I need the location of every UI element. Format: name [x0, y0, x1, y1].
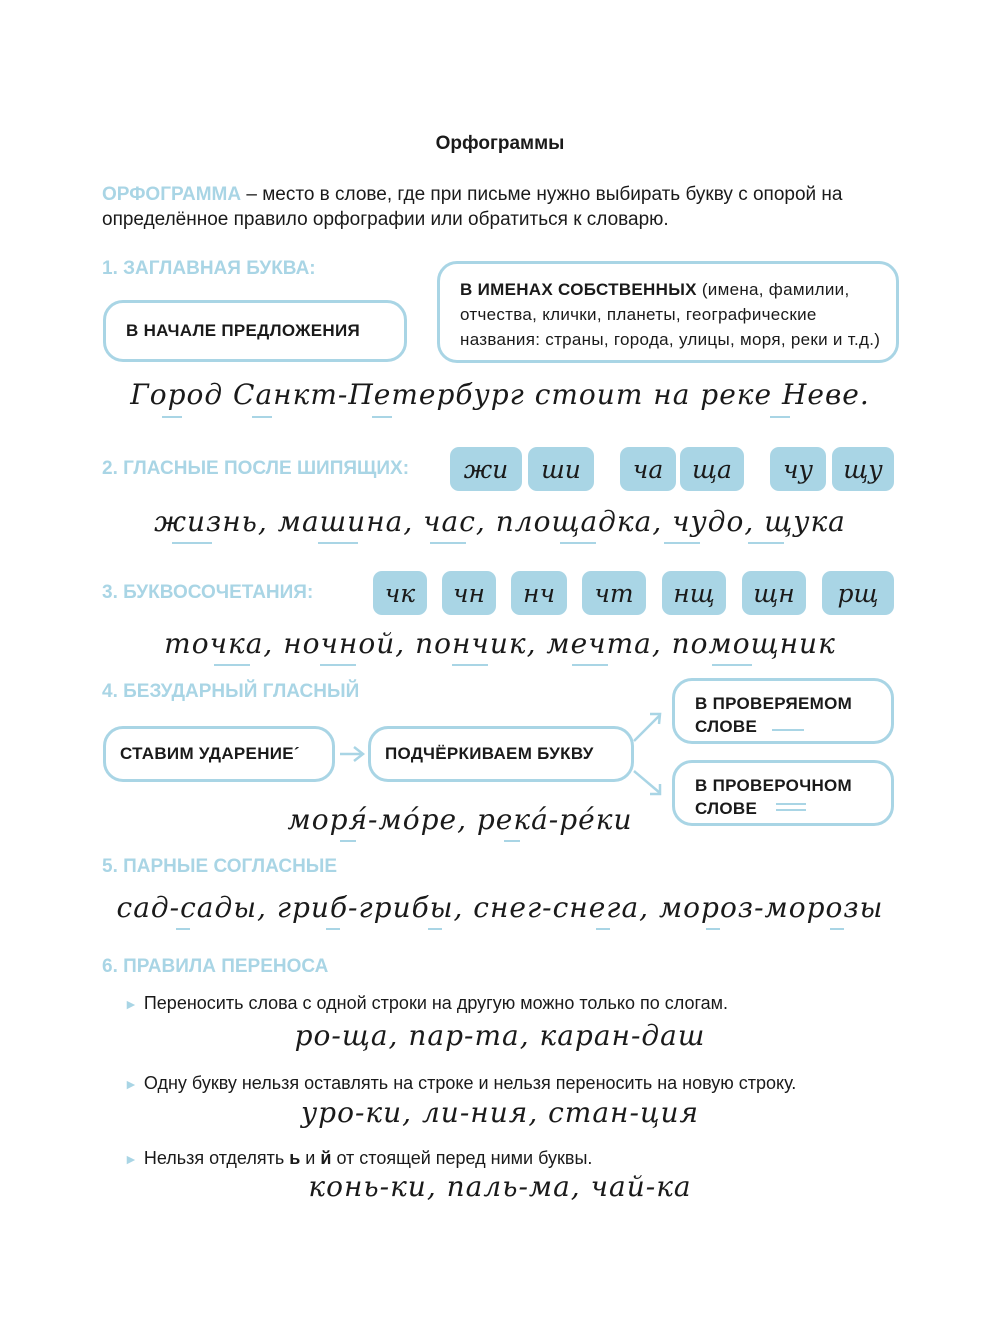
section-2-heading: 2. ГЛАСНЫЕ ПОСЛЕ ШИПЯЩИХ:	[102, 458, 410, 479]
bullet-triangle-icon: ►	[124, 1151, 138, 1167]
underline-mark	[214, 664, 250, 666]
underline-mark	[162, 416, 182, 418]
underline-mark	[430, 542, 466, 544]
double-underline-mark	[776, 809, 806, 811]
rule-2-example: уро-ки, ли-ния, стан-ция	[300, 1096, 700, 1129]
tile-shchn: щн	[742, 571, 806, 615]
tile-cha: ча	[620, 447, 676, 491]
box-sentence-start-label: В НАЧАЛЕ ПРЕДЛОЖЕНИЯ	[126, 321, 361, 340]
tile-zhi: жи	[450, 447, 522, 491]
box-underline-letter	[368, 726, 634, 782]
example-vowels-after-sibilants: жизнь, машина, час, площадка, чудо, щука	[154, 505, 846, 538]
rule-1-example: ро-ща, пар-та, каран-даш	[294, 1019, 706, 1052]
box-put-stress	[103, 726, 335, 782]
underline-mark	[252, 416, 272, 418]
underline-mark	[326, 928, 340, 930]
single-underline-mark	[772, 729, 804, 731]
section-4-heading: 4. БЕЗУДАРНЫЙ ГЛАСНЫЙ	[102, 681, 360, 702]
example-paired-consonants: сад-сады, гриб-грибы, снег-снега, мороз-морозы	[116, 891, 884, 924]
box-proper-names	[437, 261, 899, 363]
underline-mark	[830, 928, 844, 930]
underline-mark	[372, 416, 392, 418]
underline-mark	[572, 664, 608, 666]
underline-mark	[596, 928, 610, 930]
rule-3-text-pre: Нельзя отделять	[143, 1148, 290, 1168]
underline-mark	[428, 928, 442, 930]
underline-mark	[712, 664, 752, 666]
box-put-stress-label: СТАВИМ УДАРЕНИЕ´	[120, 744, 300, 763]
underline-mark	[706, 928, 720, 930]
underline-mark	[770, 416, 790, 418]
definition-text: – место в слове, где при письме нужно выбирать букву с опорой на определённое правило орфографии или обратиться к словарю.	[102, 184, 843, 230]
underline-mark	[560, 542, 596, 544]
tile-nshch: нщ	[662, 571, 726, 615]
rule-2-text: Одну букву нельзя оставлять на строке и нельзя переносить на новую строку.	[143, 1073, 797, 1093]
underline-mark	[172, 542, 212, 544]
rule-3-letter-short-i: й	[320, 1148, 332, 1168]
box-proper-names-label: В ИМЕНАХ СОБСТВЕННЫХ	[460, 280, 697, 299]
tile-chu: чу	[770, 447, 826, 491]
definition-term: ОРФОГРАММА	[102, 184, 242, 205]
definition-paragraph	[102, 182, 902, 232]
tile-chn: чн	[442, 571, 496, 615]
tile-nch: нч	[511, 571, 567, 615]
section-1-heading: 1. ЗАГЛАВНАЯ БУКВА:	[102, 258, 316, 279]
underline-mark	[664, 542, 700, 544]
tile-shchu: щу	[832, 447, 894, 491]
box-checked-word	[672, 678, 894, 744]
box-sentence-start	[103, 300, 407, 362]
rule-3-text-post: от стоящей перед ними буквы.	[331, 1148, 593, 1168]
tile-rshch: рщ	[822, 571, 894, 615]
example-letter-combinations: точка, ночной, пончик, мечта, помощник	[164, 627, 836, 660]
tile-shcha: ща	[680, 447, 744, 491]
box-checked-word-label: В ПРОВЕРЯЕМОМ СЛОВЕ	[695, 694, 853, 736]
box-check-word-label: В ПРОВЕРОЧНОМ СЛОВЕ	[695, 776, 853, 818]
arrow-right-icon	[338, 742, 368, 766]
underline-mark	[452, 664, 488, 666]
section-6-heading: 6. ПРАВИЛА ПЕРЕНОСА	[102, 956, 329, 977]
underline-mark	[748, 542, 784, 544]
tile-cht: чт	[582, 571, 646, 615]
example-unstressed-vowel: моря́-мо́ре, река́-ре́ки	[287, 803, 633, 836]
rule-3	[124, 1148, 592, 1169]
branch-arrows-icon	[630, 705, 670, 800]
underline-mark	[318, 542, 358, 544]
underline-mark	[320, 664, 356, 666]
underline-mark	[176, 928, 190, 930]
rule-2	[124, 1073, 796, 1094]
rule-1	[124, 993, 728, 1014]
section-3-heading: 3. БУКВОСОЧЕТАНИЯ:	[102, 582, 314, 603]
rule-3-letter-soft-sign: ь	[289, 1148, 301, 1168]
rule-1-text: Переносить слова с одной строки на другую можно только по слогам.	[143, 993, 729, 1013]
tile-shi: ши	[528, 447, 594, 491]
rule-3-example: конь-ки, паль-ма, чай-ка	[308, 1170, 692, 1203]
tile-chk: чк	[373, 571, 427, 615]
page-title: Орфограммы	[435, 133, 565, 154]
underline-mark	[340, 840, 356, 842]
rule-3-text-mid: и	[300, 1148, 321, 1168]
underline-mark	[504, 840, 520, 842]
box-proper-names-details: (имена, фамилии, отчества, клички, планеты, географические названия: страны, города, улицы, моря, реки и т.д.)	[460, 280, 881, 349]
bullet-triangle-icon: ►	[124, 1076, 138, 1092]
box-check-word	[672, 760, 894, 826]
section-5-heading: 5. ПАРНЫЕ СОГЛАСНЫЕ	[102, 856, 338, 877]
example-capital-letters: Город Санкт-Петербург стоит на реке Неве.	[130, 378, 870, 411]
double-underline-mark	[776, 803, 806, 805]
bullet-triangle-icon: ►	[124, 996, 138, 1012]
box-underline-letter-label: ПОДЧЁРКИВАЕМ БУКВУ	[385, 744, 594, 763]
